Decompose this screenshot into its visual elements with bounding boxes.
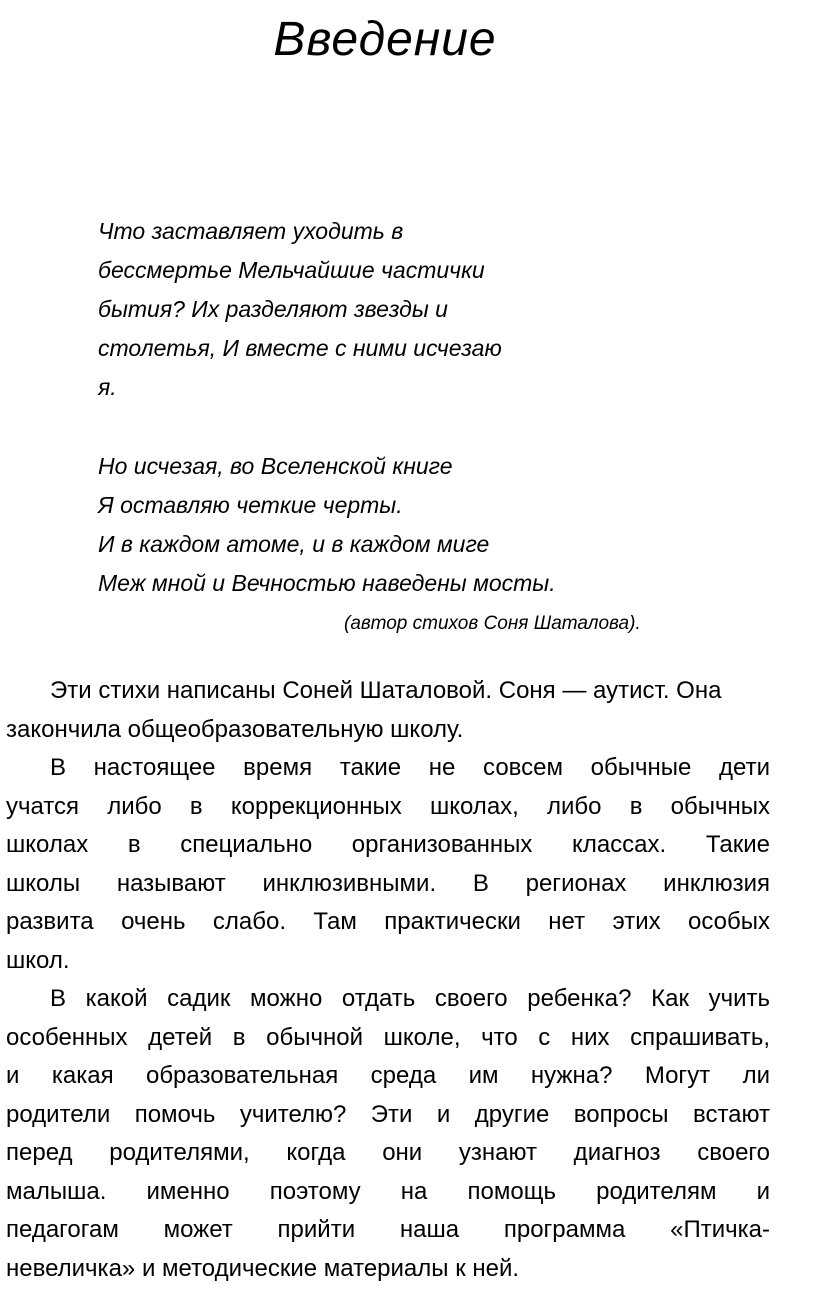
poem-line: столетья, И вместе с ними исчезаю bbox=[98, 335, 502, 361]
text-line: Эти стихи написаны Соней Шаталовой. Соня — аутист. Она bbox=[50, 677, 722, 704]
poem-line: Меж мной и Вечностью наведены мосты. bbox=[98, 570, 556, 596]
text-line: закончила общеобразовательную школу. bbox=[6, 715, 464, 743]
text-line: В настоящее время такие не совсем обычные дети bbox=[50, 754, 770, 781]
text-line: школах в специально организованных классах. Такие bbox=[6, 831, 770, 858]
poem-line: Что заставляет уходить в bbox=[98, 218, 404, 244]
paragraph-2 bbox=[6, 749, 770, 980]
body-text bbox=[6, 672, 770, 1288]
poem-line: бытия? Их разделяют звезды и bbox=[98, 296, 448, 322]
text-line: школ. bbox=[6, 946, 70, 974]
text-line: родители помочь учителю? Эти и другие вопросы встают bbox=[6, 1100, 770, 1128]
text-line: перед родителями, когда они узнают диагноз своего bbox=[6, 1139, 770, 1166]
poem bbox=[98, 212, 698, 603]
poem-line: И в каждом атоме, и в каждом миге bbox=[98, 531, 490, 557]
text-line: учатся либо в коррекционных школах, либо в обычных bbox=[6, 792, 770, 820]
paragraph-3 bbox=[6, 980, 770, 1288]
text-line: и какая образовательная среда им нужна? Могут ли bbox=[6, 1062, 770, 1089]
text-line: малыша. именно поэтому на помощь родителям и bbox=[6, 1177, 770, 1205]
stanza-gap bbox=[98, 407, 698, 447]
poem-line: бессмертье Мельчайшие частички bbox=[98, 257, 485, 283]
text-line: невеличка» и методические материалы к ней. bbox=[6, 1254, 520, 1282]
text-line: В какой садик можно отдать своего ребенка? Как учить bbox=[50, 985, 770, 1012]
text-line: развита очень слабо. Там практически нет этих особых bbox=[6, 908, 770, 935]
text-line: педагогам может прийти наша программа «Птичка- bbox=[6, 1216, 770, 1243]
page-title: Введение bbox=[273, 13, 497, 66]
text-line: школы называют инклюзивными. В регионах инклюзия bbox=[6, 869, 770, 897]
poem-line: Я оставляю четкие черты. bbox=[98, 492, 403, 518]
poem-stanza-2 bbox=[98, 447, 698, 603]
poem-line: Но исчезая, во Вселенской книге bbox=[98, 453, 453, 479]
paragraph-1 bbox=[6, 672, 770, 749]
text-line: особенных детей в обычной школе, что с них спрашивать, bbox=[6, 1023, 770, 1051]
poem-stanza-1 bbox=[98, 212, 698, 407]
poem-author: (автор стихов Соня Шаталова). bbox=[344, 613, 641, 634]
poem-line: я. bbox=[98, 374, 117, 400]
